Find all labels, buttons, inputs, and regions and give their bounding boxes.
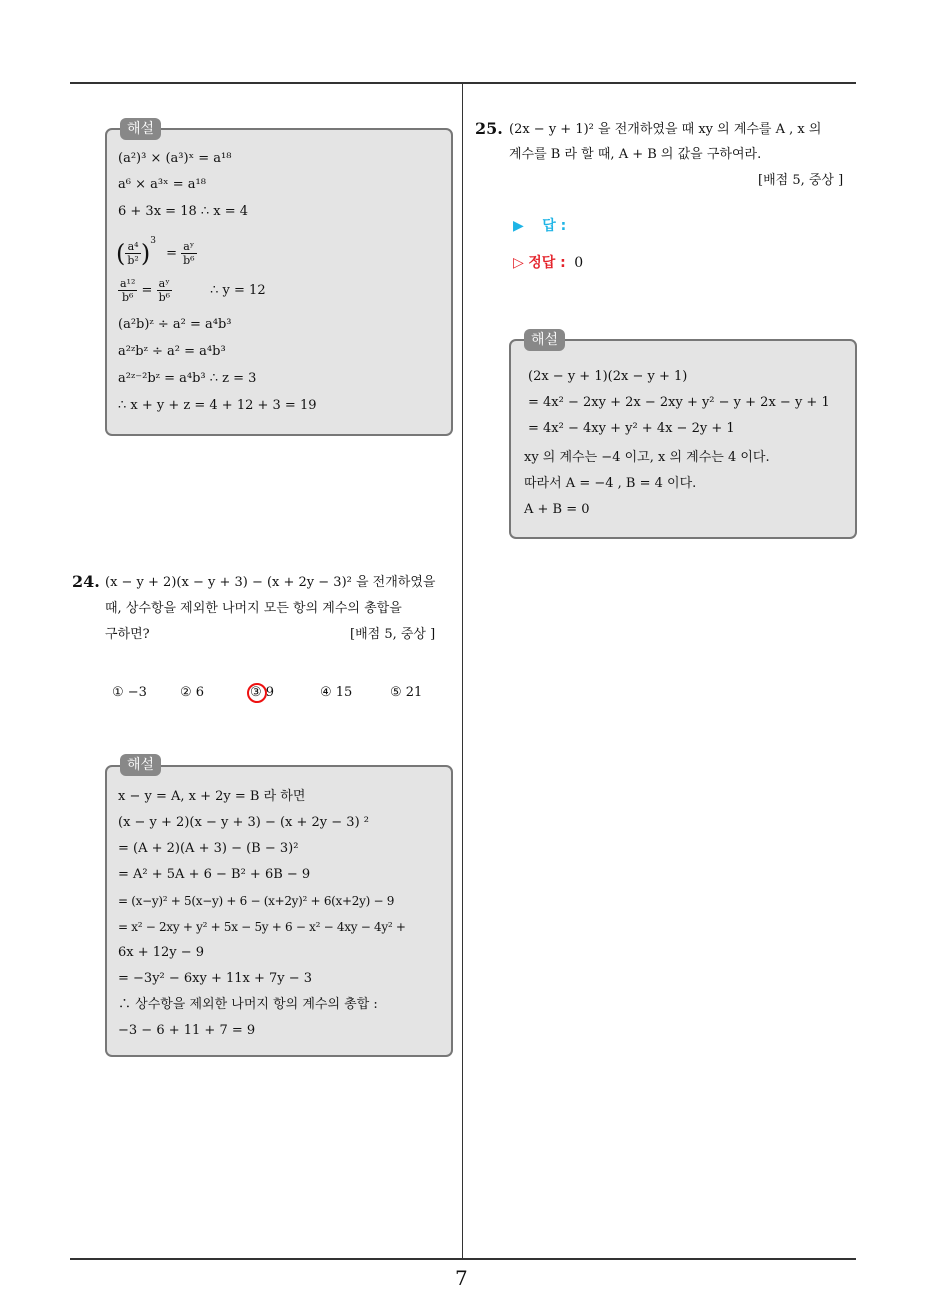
answer-label: 답 : [542,218,567,234]
fraction: $\frac{\text{aʸ}}{\text{b⁶}}$ [183,240,195,267]
outline-arrow-icon: ▷ [513,255,524,271]
page-number: 7 [455,1266,468,1290]
q25-line-2: 계수를 B 라 할 때, A + B 의 값을 구하여라. [509,147,762,162]
q24-score: [배점 5, 중상 ] [350,627,436,642]
box1-line-2: a⁶ × a³ˣ = a¹⁸ [118,177,206,192]
choice-5[interactable]: ⑤ 21 [390,685,423,700]
box3-line-6: A + B = 0 [524,502,590,517]
box2-line-10: −3 − 6 + 11 + 7 = 9 [118,1023,256,1038]
choice-1[interactable]: ① −3 [112,685,147,700]
q25-score: [배점 5, 중상 ] [758,173,844,188]
question-number-24: 24. [72,572,100,591]
box3-line-4: xy 의 계수는 −4 이고, x 의 계수는 4 이다. [524,450,770,465]
choice-2[interactable]: ② 6 [180,685,205,700]
column-divider [462,84,463,1260]
fraction: $\frac{\text{aʸ}}{\text{b⁶}}$ [158,277,171,304]
answer-row [513,217,566,235]
box3-line-2: = 4x² − 2xy + 2x − 2xy + y² − y + 2x − y + 1 [528,395,830,410]
box3-line-1: (2x − y + 1)(2x − y + 1) [528,369,688,384]
play-arrow-icon: ▶ [513,218,524,234]
fraction: $\frac{\text{a⁴}}{\text{b²}}$ [127,240,139,267]
box1-line-3: 6 + 3x = 18 ∴ x = 4 [118,204,249,219]
box2-line-7: 6x + 12y − 9 [118,945,205,960]
bottom-rule [70,1258,856,1260]
box2-line-6: = x² − 2xy + y² + 5x − 5y + 6 − x² − 4xy − 4y² + [118,920,406,934]
top-rule [70,82,856,84]
choice-3[interactable]: ③ 9 [250,685,275,700]
solution-tag-1: 해설 [120,118,161,140]
box2-line-3: = (A + 2)(A + 3) − (B − 3)² [118,841,299,856]
box2-line-1: x − y = A, x + 2y = B 라 하면 [118,789,306,804]
correct-answer-label: 정답 : [528,255,566,271]
box1-line-5: $\frac{\text{a¹²}}{\text{b⁶}}$ = $\frac{\text{aʸ}}{\text{b⁶}}$ ∴ y = 12 [120,277,266,304]
box2-line-2: (x − y + 2)(x − y + 3) − (x + 2y − 3) ² [118,815,369,830]
box1-line-4: ( $\frac{\text{a⁴}}{\text{b²}}$ )$^3$ = $\frac{\text{aʸ}}{\text{b⁶}}$ [116,236,195,268]
box1-line-9: ∴ x + y + z = 4 + 12 + 3 = 19 [118,398,317,413]
box1-line-1: (a²)³ × (a³)ˣ = a¹⁸ [118,151,232,166]
solution-tag-2: 해설 [120,754,161,776]
fraction: $\frac{\text{a¹²}}{\text{b⁶}}$ [120,277,136,304]
box3-line-3: = 4x² − 4xy + y² + 4x − 2y + 1 [528,421,735,436]
box1-line-7: a²ᶻbᶻ ÷ a² = a⁴b³ [118,344,226,359]
q24-line-2: 때, 상수항을 제외한 나머지 모든 항의 계수의 총합을 [105,601,402,616]
solution-tag-3: 해설 [524,329,565,351]
box1-line-6: (a²b)ᶻ ÷ a² = a⁴b³ [118,317,232,332]
box3-line-5: 따라서 A = −4 , B = 4 이다. [524,476,697,491]
selected-answer-circle [247,683,267,703]
q24-line-3: 구하면? [105,627,150,642]
box2-line-9: ∴ 상수항을 제외한 나머지 항의 계수의 총합 : [118,997,378,1012]
box2-line-5: = (x−y)² + 5(x−y) + 6 − (x+2y)² + 6(x+2y) − 9 [118,894,395,908]
box2-line-4: = A² + 5A + 6 − B² + 6B − 9 [118,867,311,882]
q25-line-1: (2x − y + 1)² 을 전개하였을 때 xy 의 계수를 A , x 의 [509,122,822,137]
choice-4[interactable]: ④ 15 [320,685,353,700]
correct-answer-row [513,254,583,272]
q24-line-1: (x − y + 2)(x − y + 3) − (x + 2y − 3)² 을 전개하였을 [105,575,436,590]
box2-line-8: = −3y² − 6xy + 11x + 7y − 3 [118,971,313,986]
correct-answer-value: 0 [574,255,584,271]
box1-line-8: a²ᶻ⁻²bᶻ = a⁴b³ ∴ z = 3 [118,371,257,386]
question-number-25: 25. [475,119,503,138]
